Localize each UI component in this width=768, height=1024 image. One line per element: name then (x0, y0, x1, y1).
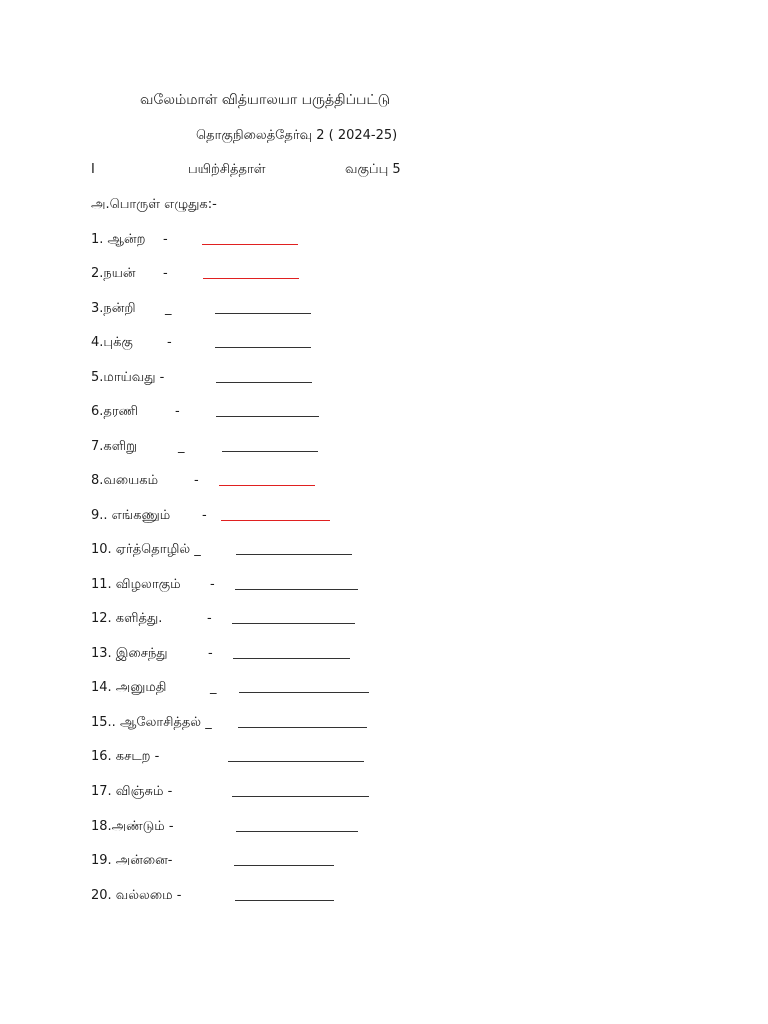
question-word: 9.. எங்கணும் (91, 508, 171, 523)
question-row (91, 438, 691, 458)
answer-blank-line[interactable] (234, 865, 334, 866)
question-row (91, 818, 691, 838)
question-word: 6.தரணி (91, 404, 138, 419)
question-word: 4.புக்கு (91, 335, 133, 350)
answer-blank-line[interactable] (219, 485, 315, 486)
question-word: 12. களித்து. (91, 611, 163, 626)
question-separator: - (210, 577, 215, 592)
question-separator: - (194, 473, 199, 488)
question-row (91, 231, 691, 251)
answer-blank-line[interactable] (232, 796, 369, 797)
question-separator: _ (165, 301, 172, 316)
section-roman-numeral: I (91, 162, 95, 177)
question-row (91, 748, 691, 768)
question-word: 14. அனுமதி (91, 680, 167, 695)
question-word: 2.நயன் (91, 266, 136, 281)
question-separator: - (207, 611, 212, 626)
answer-blank-line[interactable] (236, 831, 358, 832)
answer-blank-line[interactable] (215, 347, 311, 348)
question-row (91, 403, 691, 423)
answer-blank-line[interactable] (236, 554, 352, 555)
answer-blank-line[interactable] (215, 313, 311, 314)
question-row (91, 369, 691, 389)
question-word: 3.நன்றி (91, 301, 136, 316)
question-word: 18.அண்டும் - (91, 819, 174, 834)
question-word: 19. அன்னை- (91, 853, 173, 868)
question-word: 17. விஞ்சும் - (91, 784, 173, 799)
question-word: 13. இசைந்து (91, 646, 168, 661)
question-row (91, 472, 691, 492)
answer-blank-line[interactable] (216, 416, 319, 417)
question-separator: - (202, 508, 207, 523)
question-separator: _ (210, 680, 217, 695)
question-word: 16. கசடற - (91, 749, 160, 764)
section-title: அ.பொருள் எழுதுக:- (91, 197, 217, 212)
question-separator: - (167, 335, 172, 350)
question-word: 5.மாய்வது - (91, 370, 165, 385)
question-word: 7.களிறு (91, 439, 137, 454)
answer-blank-line[interactable] (221, 520, 330, 521)
question-row (91, 610, 691, 630)
question-separator: _ (178, 439, 185, 454)
answer-blank-line[interactable] (222, 451, 318, 452)
question-row (91, 679, 691, 699)
answer-blank-line[interactable] (203, 278, 299, 279)
question-word: 20. வல்லமை - (91, 888, 182, 903)
question-row (91, 852, 691, 872)
question-word: 8.வயைகம் (91, 473, 159, 488)
exam-title: தொகுநிலைத்தேர்வு 2 ( 2024-25) (196, 128, 398, 143)
answer-blank-line[interactable] (232, 623, 355, 624)
question-row (91, 334, 691, 354)
answer-blank-line[interactable] (238, 727, 367, 728)
question-row (91, 783, 691, 803)
question-row (91, 300, 691, 320)
school-name: வலேம்மாள் வித்யாலயா பருத்திப்பட்டு (140, 92, 391, 108)
question-row (91, 507, 691, 527)
worksheet-subject: பயிற்சித்தாள் (188, 162, 266, 177)
answer-blank-line[interactable] (216, 382, 312, 383)
answer-blank-line[interactable] (239, 692, 369, 693)
question-row (91, 645, 691, 665)
question-separator: - (163, 232, 168, 247)
question-row (91, 887, 691, 907)
answer-blank-line[interactable] (202, 244, 298, 245)
question-separator: - (163, 266, 168, 281)
question-word: 10. ஏர்த்தொழில் _ (91, 542, 201, 557)
question-separator: - (208, 646, 213, 661)
answer-blank-line[interactable] (235, 589, 358, 590)
question-row (91, 576, 691, 596)
question-row (91, 541, 691, 561)
class-label: வகுப்பு 5 (345, 162, 401, 177)
question-separator: - (175, 404, 180, 419)
answer-blank-line[interactable] (233, 658, 350, 659)
question-row (91, 265, 691, 285)
question-word: 15.. ஆலோசித்தல் _ (91, 715, 212, 730)
question-word: 1. ஆன்ற (91, 232, 146, 247)
answer-blank-line[interactable] (228, 761, 364, 762)
question-row (91, 714, 691, 734)
answer-blank-line[interactable] (235, 900, 334, 901)
question-word: 11. விழலாகும் (91, 577, 181, 592)
